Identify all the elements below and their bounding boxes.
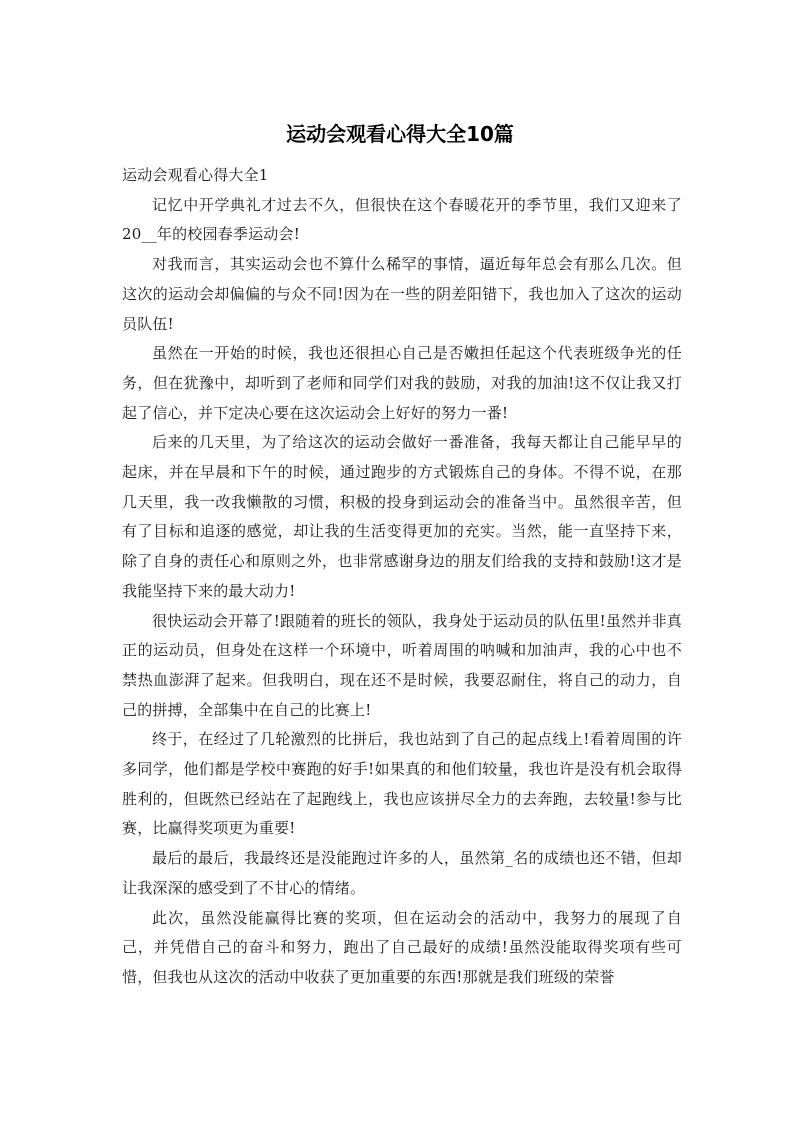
paragraph: 后来的几天里，为了给这次的运动会做好一番准备，我每天都让自己能早早的起床，并在早晨和下午的时候，通过跑步的方式锻炼自己的身体。不得不说，在那几天里，我一改我懒散的习惯，积极的投身到运动会的准备当中。虽然很辛苦，但有了目标和追逐的感觉，却让我的生活变得更加的充实。当然，能一直坚持下来，除了自身的责任心和原则之外，也非常感谢身边的朋友们给我的支持和鼓励!这才是我能坚持下来的最大动力! — [122, 433, 682, 600]
paragraph: 虽然在一开始的时候，我也还很担心自己是否嫩担任起这个代表班级争光的任务，但在犹豫中，却听到了老师和同学们对我的鼓励，对我的加油!这不仅让我又打起了信心，并下定决心要在这次运动会上好好的努力一番! — [122, 344, 682, 422]
paragraph: 此次，虽然没能赢得比赛的奖项，但在运动会的活动中，我努力的展现了自己，并凭借自己的奋斗和努力，跑出了自己最好的成绩!虽然没能取得奖项有些可惜，但我也从这次的活动中收获了更加重要的东西!那就是我们班级的荣誉 — [122, 908, 682, 986]
paragraph: 最后的最后，我最终还是没能跑过许多的人，虽然第_名的成绩也还不错，但却让我深深的感受到了不甘心的情绪。 — [122, 849, 682, 897]
paragraph: 对我而言，其实运动会也不算什么稀罕的事情，逼近每年总会有那么几次。但这次的运动会却偏偏的与众不同!因为在一些的阴差阳错下，我也加入了这次的运动员队伍! — [122, 255, 682, 333]
document-title: 运动会观看心得大全10篇 — [286, 122, 514, 146]
section-heading: 运动会观看心得大全1 — [122, 166, 269, 184]
paragraph: 很快运动会开幕了!跟随着的班长的领队，我身处于运动员的队伍里!虽然并非真正的运动员，但身处在这样一个环境中，听着周围的呐喊和加油声，我的心中也不禁热血澎湃了起来。但我明白，现在还不是时候，我要忍耐住，将自己的动力，自己的拼搏，全部集中在自己的比赛上! — [122, 611, 682, 719]
paragraph: 记忆中开学典礼才过去不久，但很快在这个春暖花开的季节里，我们又迎来了20__年的校园春季运动会! — [122, 195, 682, 244]
paragraph: 终于，在经过了几轮激烈的比拼后，我也站到了自己的起点线上!看着周围的许多同学，他们都是学校中赛跑的好手!如果真的和他们较量，我也许是没有机会取得胜利的，但既然已经站在了起跑线上，我也应该拼尽全力的去奔跑，去较量!参与比赛，比赢得奖项更为重要! — [122, 730, 682, 838]
document-body — [122, 161, 682, 993]
